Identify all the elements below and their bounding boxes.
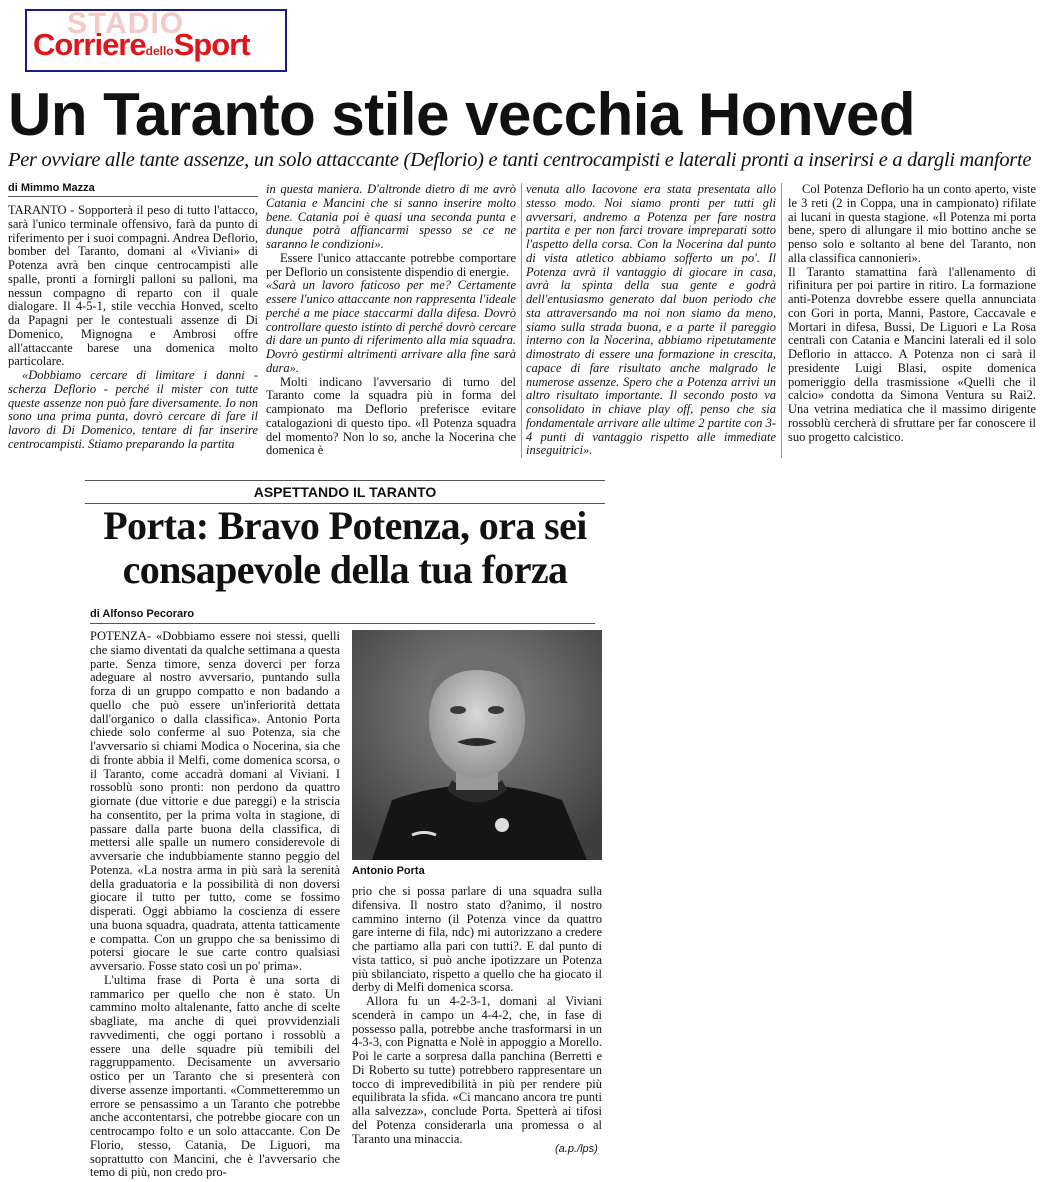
masthead-name <box>33 27 250 63</box>
photo-caption: Antonio Porta <box>352 865 425 877</box>
paragraph: Il Taranto stamattina farà l'allenamento di rifinitura per poi partire in ritiro. La formazione anti-Potenza dovrebbe essere quella annunciata con Gori in porta, Manni, Pastore, Caccavale e Mortari in difesa, Bussi, De Liguori e La Rosa centrali con Catania e Mancini laterali ed il solo Deflorio in attacco. A Potenza non ci sarà il presidente Luigi Blasi, ospite domenica pomeriggio della trasmissione «Quelli che il calcio» condotta da Simona Ventura su Rai2. Una vetrina mediatica che il massimo dirigente rossoblù cercherà di sfruttare per far conoscere il suo progetto calcistico. <box>788 264 1036 444</box>
portrait-photo <box>352 630 602 860</box>
masthead-name-a: Corriere <box>33 27 146 62</box>
masthead-name-c: Sport <box>173 27 250 62</box>
article-1-column-2 <box>266 183 516 460</box>
paragraph: Allora fu un 4-2-3-1, domani al Viviani scenderà in campo un 4-4-2, che, in fase di possesso palla, potrebbe anche trasformarsi in un 4-3-3, con Pignatta e Nolè in appoggio a Morello. Poi le carte a sorpresa dalla panchina (Berretti e Di Roberto su tutte) potrebbero rappresentare un tocco di imprevedibilità in più per rendere più equilibrata la sfida. «Ci mancano ancora tre punti alla salvezza», conclude Porta. Spetterà ai tifosi del Potenza considerarla una promessa o al Taranto una minaccia. <box>352 994 602 1146</box>
article-2-byline: di Alfonso Pecoraro <box>90 608 595 624</box>
paragraph: Col Potenza Deflorio ha un conto aperto, viste le 3 reti (2 in Coppa, una in campionato) rifilate ai lucani in questa stagione. «Il Potenza mi porta bene, spero di allungare il mio bottino anche se penso solo e soltanto al bene del Taranto, non alla classifica cannonieri». <box>788 182 1036 265</box>
portrait-illustration <box>352 630 602 860</box>
article-2-kicker: ASPETTANDO IL TARANTO <box>85 480 605 504</box>
paragraph: L'ultima frase di Porta è una sorta di rammarico per quello che non è stato. Un cammino molto altalenante, fatto anche di scelte sbagliate, ma anche di quei provvidenziali ravvedimenti, che oggi portano i rossoblù a essere una delle squadre più temibili del raggruppamento. Decisamente un avversario ostico per un Taranto che si presenterà con diverse assenze importanti. «Commetteremmo un errore se pensassimo a un Taranto che potrebbe anche accontentarsi, che potrebbe giocare con un centrocampo folto e un solo attaccante. Con De Florio, stesso, Catania, De Liguori, ma soprattutto con Mancini, che è l'avversario che temo di più, non credo pro- <box>90 972 340 1180</box>
article-2-column-1 <box>90 629 340 1180</box>
masthead-ghost-text: STADIO <box>67 7 185 40</box>
article-1-byline: di Mimmo Mazza <box>8 182 258 197</box>
article-2-column-2 <box>352 885 602 1160</box>
article-signature: (a.p./lps) <box>555 1143 598 1155</box>
paragraph: «Dobbiamo cercare di limitare i danni - scherza Deflorio - perché il mister con tutte queste assenze non può fare diversamente. Io non sono una prima punta, dovrò cercare di fare il lavoro di Di Domenico, tentare di far inserire centrocampisti. Stiamo preparando la partita <box>8 368 258 451</box>
column-divider <box>521 183 522 458</box>
masthead-logo <box>25 9 287 72</box>
paragraph: venuta allo Iacovone era stata presentata allo stesso modo. Noi siamo pronti per tutti gli avversari, andremo a Potenza per fare nostra partita e per non farci trovare impreparati sotto l'aspetto della corsa. Con la Nocerina dal punto di vista atletico abbiamo sofferto un po'. Il Potenza avrà il vantaggio di giocare in casa, avrà la spinta della sua gente e godrà dell'entusiasmo generato dal buon periodo che sta attraversando ma noi non siamo da meno, siamo sulla strada buona, e a parte il pareggio interno con la Nocerina, abbiamo ripetutamente dimostrato di essere una formazione in crescita, capace di fare risultato anche malgrado le numerose assenze. Spero che a Potenza arrivi un altro risultato importante. Il secondo posto va consolidato in chiave play off, penso che sia fondamentale arrivare alle ultime 2 partite con 3-4 punti di vantaggio rispetto alle immediate inseguitrici». <box>526 182 776 458</box>
article-1-column-3 <box>526 183 776 460</box>
paragraph: in questa maniera. D'altronde dietro di me avrò Catania e Mancini che si sanno inserire molto bene. Catania poi è quasi una seconda punta e dunque potrà affiancarmi spesso se ce ne saranno le condizioni». <box>266 182 516 251</box>
article-2-title: Porta: Bravo Potenza, ora sei consapevole della tua forza <box>103 503 587 592</box>
masthead-name-b: dello <box>145 44 174 58</box>
paragraph: Essere l'unico attaccante potrebbe comportare per Deflorio un consistente dispendio di energie. <box>266 250 516 279</box>
paragraph: «Sarà un lavoro faticoso per me? Certamente essere l'unico attaccante non rappresenta l'ideale perché a me piace staccarmi dalla difesa. Dovrò controllare questo istinto di perché dovrò cercare di dare un punto di riferimento alla mia squadra. Dovrò gestirmi altrimenti arrivare alla fine sarà dura». <box>266 278 516 375</box>
paragraph: POTENZA- «Dobbiamo essere noi stessi, quelli che siamo diventati da qualche settimana a questa parte. Senza timore, senza doverci per forza adeguare al nostro avversario, puntando sulla forza di un gruppo compatto e non badando a quello che può essere un'inferiorità dettata dall'organico o dalla classifica». Antonio Porta chiede solo conferme al suo Potenza, sia che l'avversario si chiami Modica o Nocerina, sia che di fronte abbia il Melfi, come domenica scorsa, o il Taranto, come accadrà domani al Viviani. I rossoblù sono pronti: non perdono da quattro giornate (due vittorie e due pareggi) e la striscia ha consentito, per la prima volta in stagione, di passare dalla parte buona della classifica, di mettersi alle spalle un numero considerevole di avversarie che indubbiamente stanno peggio del Potenza. «La nostra arma in più sarà la serenità della graduatoria e la possibilità di non doversi giocare il tutto per tutto, come se fossimo disperati. Oggi abbiamo la coscienza di essere una buona squadra, quadrata, attenta tatticamente e compatta. Con un gruppo che sa benissimo di potersi giocare le sue carte contro qualsiasi avversario. Fosse stato così un po' prima». <box>90 629 340 973</box>
column-divider <box>781 183 782 458</box>
paragraph: prio che si possa parlare di una squadra sulla difensiva. Il nostro stato d?animo, il nostro cammino interno (il Potenza vince da quattro gare interne di fila, ndc) mi autorizzano a credere che partiamo alla pari con tutti?. E dal punto di vista tattico, si può anche ipotizzare un Potenza più sbilanciato, rispetto a quello che ha giocato il derby di Melfi domenica scorsa. <box>352 884 602 995</box>
article-1-subhead: Per ovviare alle tante assenze, un solo attaccante (Deflorio) e tanti centrocampisti e laterali pronti a inserirsi e a dargli manforte <box>8 149 1032 171</box>
article-1-column-1 <box>8 204 258 460</box>
article-1-headline: Un Taranto stile vecchia Honved <box>8 81 915 148</box>
article-1-column-4 <box>788 183 1036 460</box>
paragraph: Molti indicano l'avversario di turno del Taranto come la squadra più in forma del campionato ma Deflorio preferisce evitare catalogazioni di questo tipo. «Il Potenza squadra del momento? Non lo so, anche la Nocerina che domenica è <box>266 374 516 458</box>
paragraph: TARANTO - Sopporterà il peso di tutto l'attacco, sarà l'unico terminale offensivo, farà da punto di riferimento per i suoi compagni. Andrea Deflorio, bomber del Taranto, domani al «Viviani» di Potenza avrà ben cinque centrocampisti alle spalle, pronti a fornirgli palloni su palloni, ma nessun compagno di reparto con il quale dialogare. Il 4-5-1, stile vecchia Honved, scelto da Papagni per le contestuali assenze di Di Domenico, Mignogna e Ambrosi offre all'attaccante barese una domenica molto particolare. <box>8 203 258 369</box>
